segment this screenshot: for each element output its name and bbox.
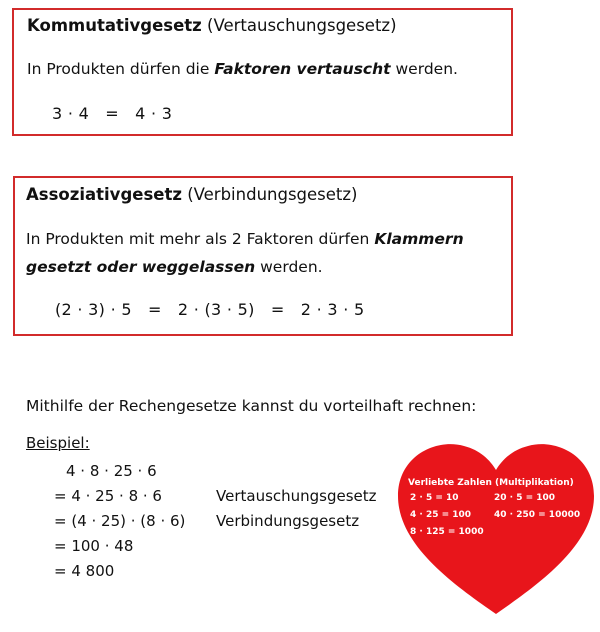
associative-law-equation: (2 · 3) · 5 = 2 · (3 · 5) = 2 · 3 · 5 [55, 300, 365, 319]
example-step-note: Verbindungsgesetz [216, 512, 360, 530]
commutative-text-post: werden. [395, 60, 458, 78]
commutative-text-pre: In Produkten dürfen die [27, 60, 210, 78]
example-step-expr: = 100 · 48 [54, 537, 134, 555]
associative-law-alt-name: (Verbindungsgesetz) [187, 185, 358, 204]
example-step-expr: 4 · 8 · 25 · 6 [66, 462, 157, 480]
commutative-text-emphasis: Faktoren vertauscht [214, 60, 391, 78]
commutative-law-name: Kommutativgesetz [27, 16, 202, 35]
example-label: Beispiel: [26, 434, 90, 452]
commutative-law-box [12, 8, 513, 136]
associative-law-box [13, 176, 513, 336]
heart-item: 8 · 125 = 1000 [410, 527, 484, 537]
commutative-law-equation: 3 · 4 = 4 · 3 [52, 104, 173, 123]
associative-law-text-line2 [26, 258, 323, 276]
example-step-expr: = 4 · 25 · 8 · 6 [54, 487, 162, 505]
associative-text-emphasis-1: Klammern [374, 230, 464, 248]
associative-law-name: Assoziativgesetz [26, 185, 182, 204]
example-step-note: Vertauschungsgesetz [216, 487, 377, 505]
commutative-law-alt-name: (Vertauschungsgesetz) [207, 16, 397, 35]
associative-law-text-line1 [26, 230, 464, 248]
intro-text: Mithilfe der Rechengesetze kannst du vorteilhaft rechnen: [26, 397, 477, 415]
associative-law-title [26, 185, 358, 204]
associative-text-post: werden. [260, 258, 323, 276]
commutative-law-text [27, 60, 458, 78]
associative-text-emphasis-2: gesetzt oder weggelassen [26, 258, 256, 276]
heart-card [396, 436, 596, 620]
heart-item: 2 · 5 = 10 [410, 493, 459, 503]
example-step-expr: = (4 · 25) · (8 · 6) [54, 512, 186, 530]
associative-text-pre: In Produkten mit mehr als 2 Faktoren dürfen [26, 230, 370, 248]
heart-item: 20 · 5 = 100 [494, 493, 556, 503]
example-step-expr: = 4 800 [54, 562, 115, 580]
heart-item: 40 · 250 = 10000 [494, 510, 581, 520]
heart-title: Verliebte Zahlen (Multiplikation) [408, 478, 574, 488]
heart-item: 4 · 25 = 100 [410, 510, 472, 520]
commutative-law-title [27, 16, 397, 35]
